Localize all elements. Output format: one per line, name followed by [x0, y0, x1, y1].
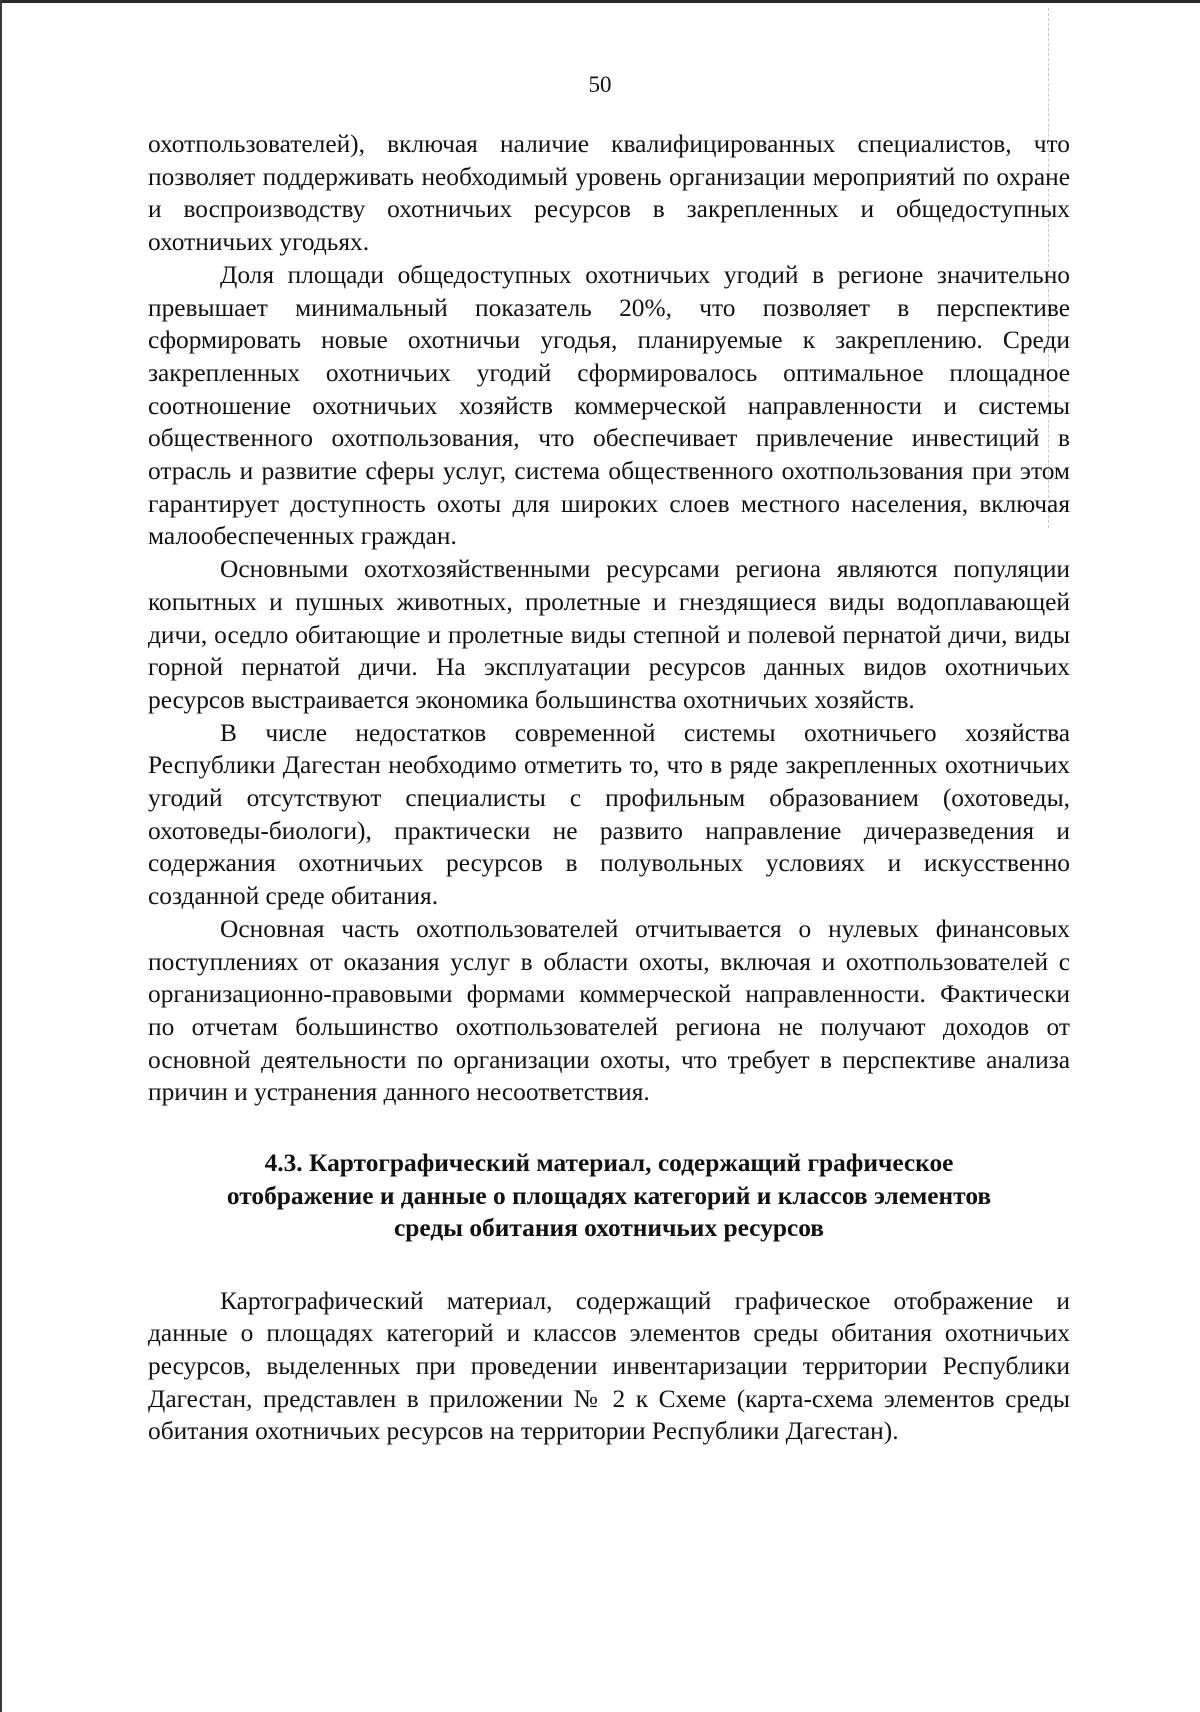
section-heading-line-1: 4.3. Картографический материал, содержащий графическое [264, 1149, 954, 1178]
section-heading [148, 1147, 1070, 1245]
page-number: 50 [588, 72, 612, 97]
paragraph-4: В числе недостатков современной системы охотничьего хозяйства Республики Дагестан необходимо отметить то, что в ряде закрепленных охотничьих угодий отсутствуют специалисты с профильным образованием (охотоведы, охотоведы-биологи), практически не развито направление дичеразведения и содержания охотничьих ресурсов в полувольных условиях и искусственно созданной среде обитания. [148, 718, 1070, 911]
paragraph-2: Доля площади общедоступных охотничьих угодий в регионе значительно превышает минимальный показатель 20%, что позволяет в перспективе сформировать новые охотничьи угодья, планируемые к закреплению. Среди закрепленных охотничьих угодий сформировалось оптимальное площадное соотношение охотничьих хозяйств коммерческой направленности и системы общественного охотпользования, что обеспечивает привлечение инвестиций в отрасль и развитие сферы услуг, система общественного охотпользования при этом гарантирует доступность охоты для широких слоев местного населения, включая малообеспеченных граждан. [148, 260, 1070, 551]
scan-left-edge [0, 0, 2, 1712]
section-heading-line-2: отображение и данные о площадях категорий и классов элементов [226, 1181, 992, 1210]
paragraph-5: Основная часть охотпользователей отчитывается о нулевых финансовых поступлениях от оказания услуг в области охоты, включая и охотпользователей с организационно-правовыми формами коммерческой направленности. Фактически по отчетам большинство охотпользователей региона не получают доходов от основной деятельности по организации охоты, что требует в перспективе анализа причин и устранения данного несоответствия. [148, 914, 1070, 1107]
section-heading-line-3: среды обитания охотничьих ресурсов [394, 1214, 824, 1243]
paragraph-1: охотпользователей), включая наличие квалифицированных специалистов, что позволяет поддерживать необходимый уровень организации мероприятий по охране и воспроизводству охотничьих ресурсов в закрепленных и общедоступных охотничьих угодьях. [148, 130, 1070, 257]
document-body [148, 128, 1070, 1448]
scan-top-edge [0, 0, 1200, 3]
paragraph-6: Картографический материал, содержащий графическое отображение и данные о площадях категорий и классов элементов среды обитания охотничьих ресурсов, выделенных при проведении инвентаризации территории Республики Дагестан, представлен в приложении № 2 к Схеме (карта-схема элементов среды обитания охотничьих ресурсов на территории Республики Дагестан). [148, 1286, 1070, 1446]
paragraph-3: Основными охотхозяйственными ресурсами региона являются популяции копытных и пушных животных, пролетные и гнездящиеся виды водоплавающей дичи, оседло обитающие и пролетные виды степной и полевой пернатой дичи, виды горной пернатой дичи. На эксплуатации ресурсов данных видов охотничьих ресурсов выстраивается экономика большинства охотничьих хозяйств. [148, 555, 1070, 714]
